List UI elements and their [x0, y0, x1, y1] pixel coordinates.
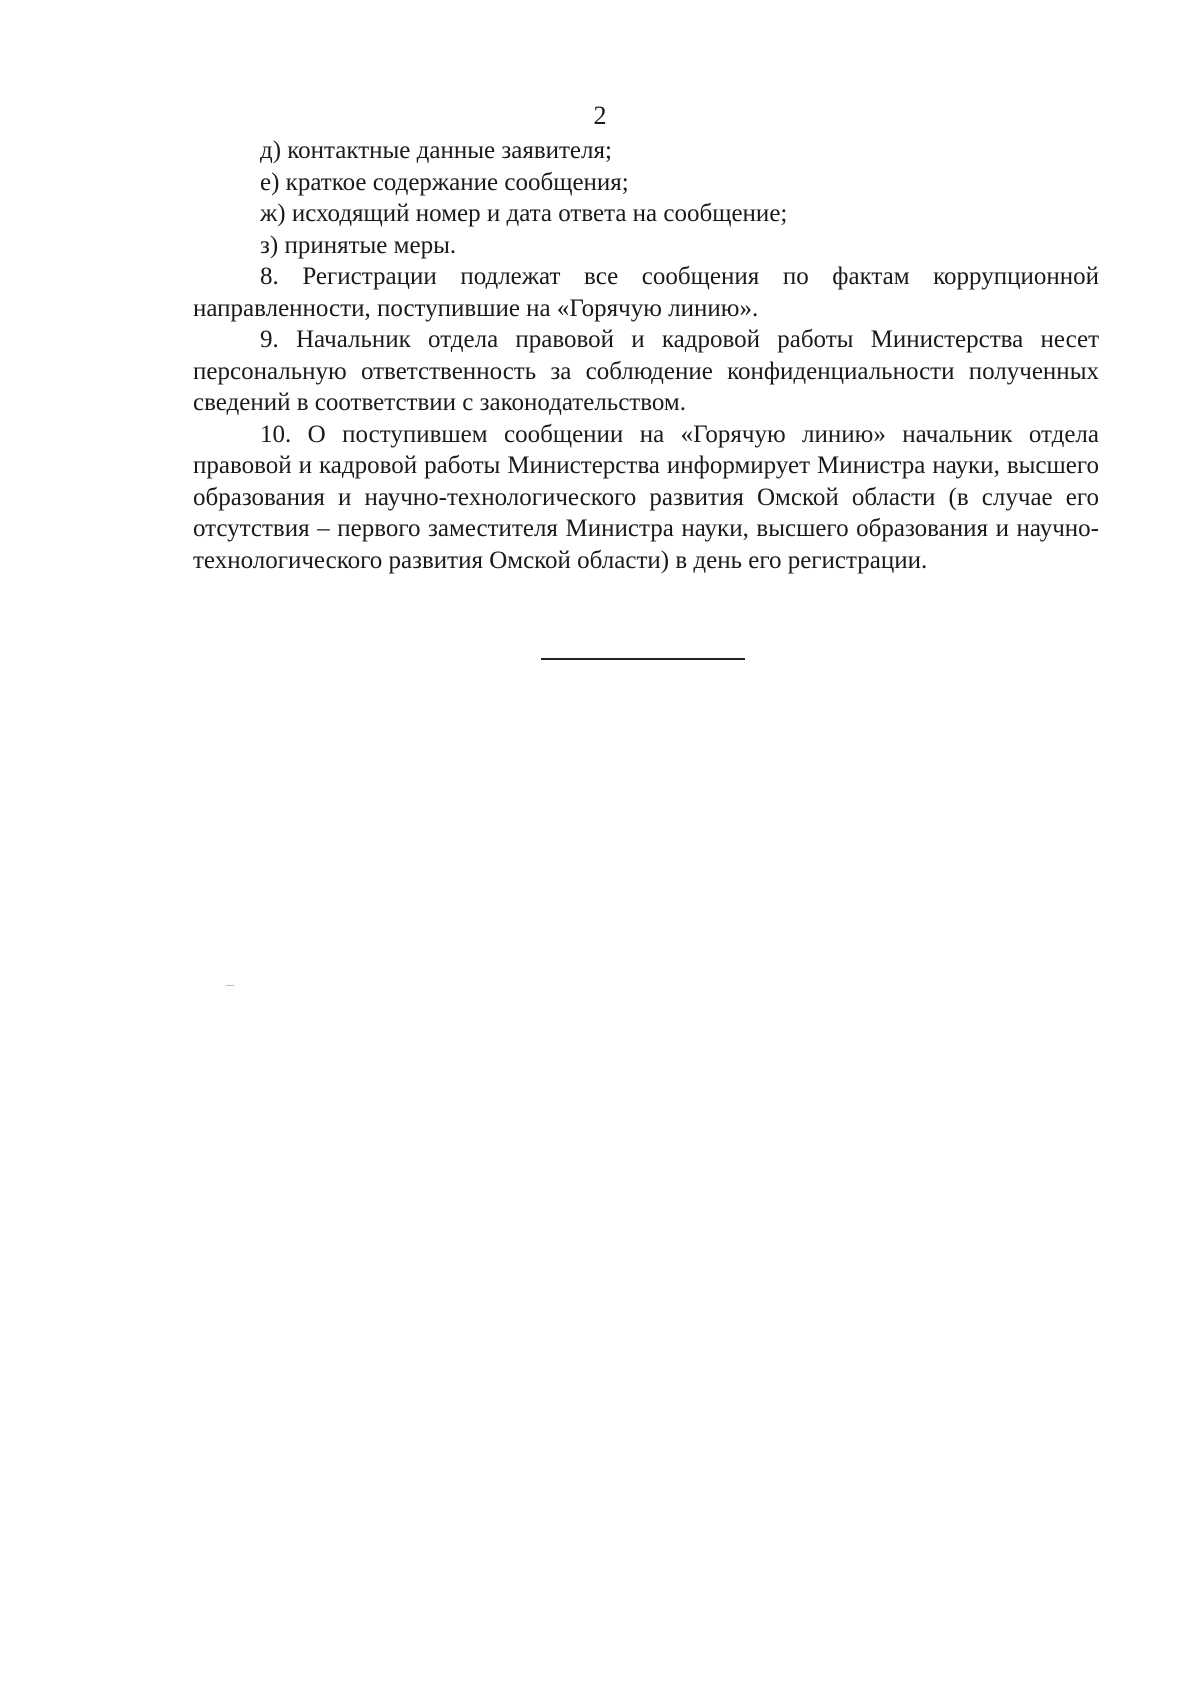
list-item-d: д) контактные данные заявителя;: [260, 137, 612, 164]
list-item-z: з) принятые меры.: [260, 231, 457, 259]
page-number: 2: [593, 101, 607, 130]
paragraph-8: 8. Регистрации подлежат все сообщения по фактам коррупционной направленности, поступившие на «Горячую линию».: [193, 263, 1099, 322]
end-of-text-rule: [541, 658, 745, 660]
scan-speck: [226, 985, 234, 986]
paragraph-9: 9. Начальник отдела правовой и кадровой работы Министерства несет персональную ответственность за соблюдение конфиденциальности полученных сведений в соответствии с законодательством.: [193, 326, 1099, 416]
document-body: [193, 135, 1099, 576]
list-item-zh: ж) исходящий номер и дата ответа на сообщение;: [260, 200, 788, 227]
list-item-e: е) краткое содержание сообщения;: [260, 168, 629, 196]
paragraph-10: 10. О поступившем сообщении на «Горячую линию» начальник отдела правовой и кадровой работы Министерства информирует Министра науки, высшего образования и научно-технологического развития Омской области (в случае его отсутствия – первого заместителя Министра науки, высшего образования и научно-технологического развития Омской области) в день его регистрации.: [193, 420, 1099, 574]
